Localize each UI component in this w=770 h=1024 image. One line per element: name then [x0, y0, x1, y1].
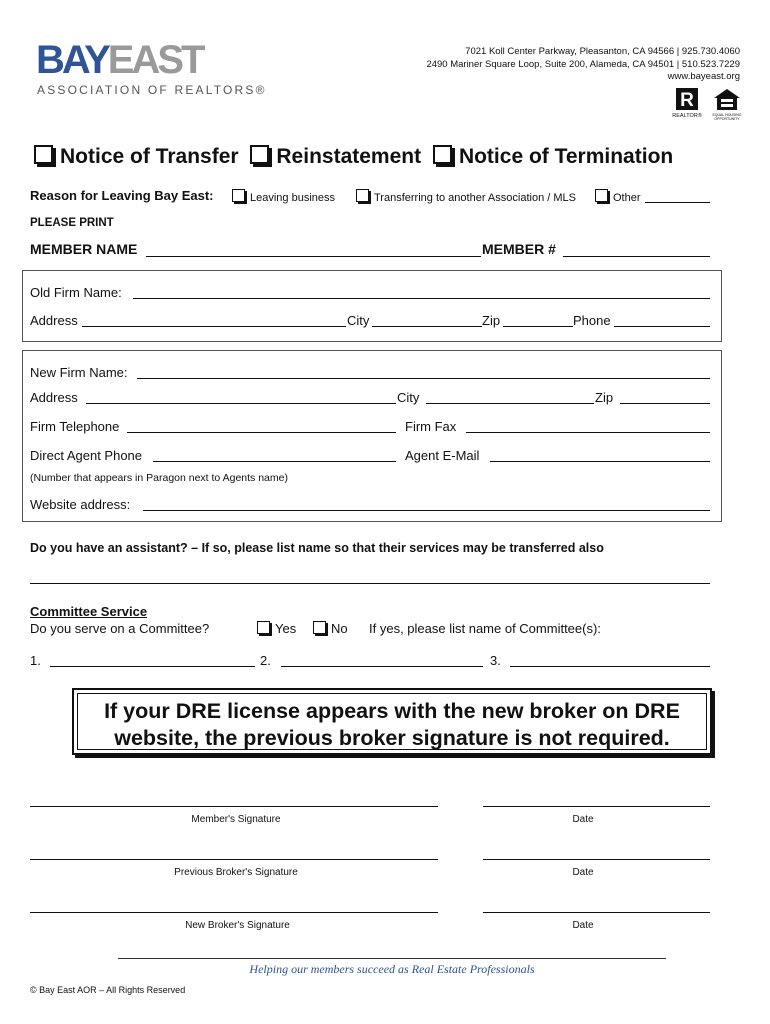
old-firm-city-label: City [347, 313, 370, 328]
new-firm-name-field[interactable] [137, 378, 710, 379]
realtor-label: REALTOR® [672, 113, 702, 119]
transferring-checkbox[interactable] [356, 189, 369, 202]
firm-telephone-field[interactable] [127, 432, 396, 433]
committee-field-1[interactable] [50, 666, 255, 667]
old-firm-zip-label: Zip [482, 313, 501, 328]
old-firm-section [22, 270, 722, 342]
firm-fax-field[interactable] [466, 432, 710, 433]
reinstatement-title: Reinstatement [276, 145, 422, 168]
dre-notice-box [72, 688, 712, 755]
member-number-label: MEMBER # [482, 241, 556, 257]
bay-east-logo [36, 40, 266, 100]
footer-copyright: © Bay East AOR – All Rights Reserved [30, 985, 186, 995]
dre-notice-line2: website, the previous broker signature is not required. [114, 726, 670, 750]
member-name-field[interactable] [146, 256, 481, 257]
committee-no[interactable] [313, 621, 348, 636]
member-signature-field[interactable] [30, 806, 438, 807]
logo-subtitle: ASSOCIATION OF REALTORS® [37, 83, 267, 97]
member-date-field[interactable] [483, 806, 710, 807]
realtor-logo-icon [670, 87, 704, 121]
other-label: Other [613, 192, 641, 204]
termination-title: Notice of Termination [458, 145, 674, 168]
old-firm-phone-field[interactable] [614, 326, 710, 327]
assistant-question: Do you have an assistant? – If so, please list name so that their services may be transferred also [30, 541, 604, 555]
new-broker-date-field[interactable] [483, 912, 710, 913]
committee-list-prompt: If yes, please list name of Committee(s): [369, 621, 601, 636]
website-address-field[interactable] [143, 510, 710, 511]
footer-tagline: Helping our members succeed as Real Estate Professionals [249, 962, 535, 976]
agent-email-field[interactable] [490, 461, 710, 462]
direct-agent-phone-label: Direct Agent Phone [30, 448, 143, 463]
committee-field-3[interactable] [510, 666, 710, 667]
member-signature-label: Member's Signature [191, 814, 281, 825]
svg-text:R: R [680, 90, 694, 111]
old-firm-address-field[interactable] [82, 326, 346, 327]
dre-notice-line1: If your DRE license appears with the new broker on DRE [104, 699, 680, 723]
form-type-options [34, 145, 673, 169]
committee-field-2[interactable] [281, 666, 483, 667]
member-date-label: Date [572, 814, 594, 825]
new-firm-address-label: Address [30, 390, 78, 405]
header-address [380, 46, 740, 84]
old-firm-phone-label: Phone [573, 313, 611, 328]
previous-broker-signature-label: Previous Broker's Signature [174, 867, 298, 878]
old-firm-name-label: Old Firm Name: [30, 285, 122, 300]
transfer-checkbox[interactable] [34, 145, 53, 164]
termination-checkbox[interactable] [433, 145, 452, 164]
agent-email-label: Agent E-Mail [405, 448, 480, 463]
firm-fax-label: Firm Fax [405, 419, 457, 434]
equal-housing-label: EQUAL HOUSING OPPORTUNITY [712, 113, 742, 121]
reason-transferring[interactable] [356, 189, 576, 204]
committee-num-1: 1. [30, 653, 41, 668]
direct-agent-phone-field[interactable] [153, 461, 396, 462]
transferring-label: Transferring to another Association / MLS [374, 192, 576, 204]
previous-broker-signature-field[interactable] [30, 859, 438, 860]
committee-heading: Committee Service [30, 604, 148, 619]
reason-leaving-business[interactable] [232, 189, 335, 204]
committee-no-label: No [331, 621, 348, 636]
new-broker-signature-label: New Broker's Signature [185, 920, 290, 931]
old-firm-city-field[interactable] [372, 326, 482, 327]
website-address-label: Website address: [30, 497, 131, 512]
reason-label: Reason for Leaving Bay East: [30, 188, 214, 203]
leaving-business-checkbox[interactable] [232, 189, 245, 202]
other-field[interactable] [645, 202, 710, 203]
reason-other[interactable] [595, 189, 641, 204]
committee-yes-label: Yes [275, 621, 297, 636]
old-firm-address-label: Address [30, 313, 78, 328]
new-firm-city-field[interactable] [426, 403, 594, 404]
previous-broker-date-field[interactable] [483, 859, 710, 860]
committee-yes[interactable] [257, 621, 296, 636]
member-name-label: MEMBER NAME [30, 241, 138, 257]
new-firm-zip-field[interactable] [620, 403, 710, 404]
address-line-2: 2490 Mariner Square Loop, Suite 200, Alameda, CA 94501 | 510.523.7229 [426, 58, 740, 70]
other-checkbox[interactable] [595, 189, 608, 202]
old-firm-name-field[interactable] [133, 298, 710, 299]
paragon-note: (Number that appears in Paragon next to Agents name) [30, 472, 288, 484]
new-firm-city-label: City [397, 390, 420, 405]
logo-bay: BAY [36, 38, 108, 82]
firm-telephone-label: Firm Telephone [30, 419, 120, 434]
old-firm-zip-field[interactable] [503, 326, 573, 327]
leaving-business-label: Leaving business [250, 192, 336, 204]
new-broker-signature-field[interactable] [30, 912, 438, 913]
member-number-field[interactable] [563, 256, 710, 257]
committee-num-2: 2. [260, 653, 271, 668]
reinstatement-checkbox[interactable] [250, 145, 269, 164]
footer-divider [118, 958, 666, 959]
new-firm-address-field[interactable] [86, 403, 396, 404]
website-link[interactable]: www.bayeast.org [667, 71, 740, 82]
transfer-title: Notice of Transfer [60, 145, 239, 168]
committee-yes-checkbox[interactable] [257, 621, 270, 634]
assistant-name-field[interactable] [30, 583, 710, 584]
new-firm-zip-label: Zip [595, 390, 614, 405]
new-firm-name-label: New Firm Name: [30, 365, 128, 380]
address-line-1: 7021 Koll Center Parkway, Pleasanton, CA 94566 | 925.730.4060 [465, 46, 740, 57]
equal-housing-icon [710, 87, 744, 121]
logo-east: EAST [107, 38, 203, 82]
new-broker-date-label: Date [572, 920, 594, 931]
committee-num-3: 3. [490, 653, 501, 668]
committee-no-checkbox[interactable] [313, 621, 326, 634]
previous-broker-date-label: Date [572, 867, 594, 878]
committee-question: Do you serve on a Committee? [30, 621, 210, 636]
please-print-label: PLEASE PRINT [30, 217, 114, 229]
